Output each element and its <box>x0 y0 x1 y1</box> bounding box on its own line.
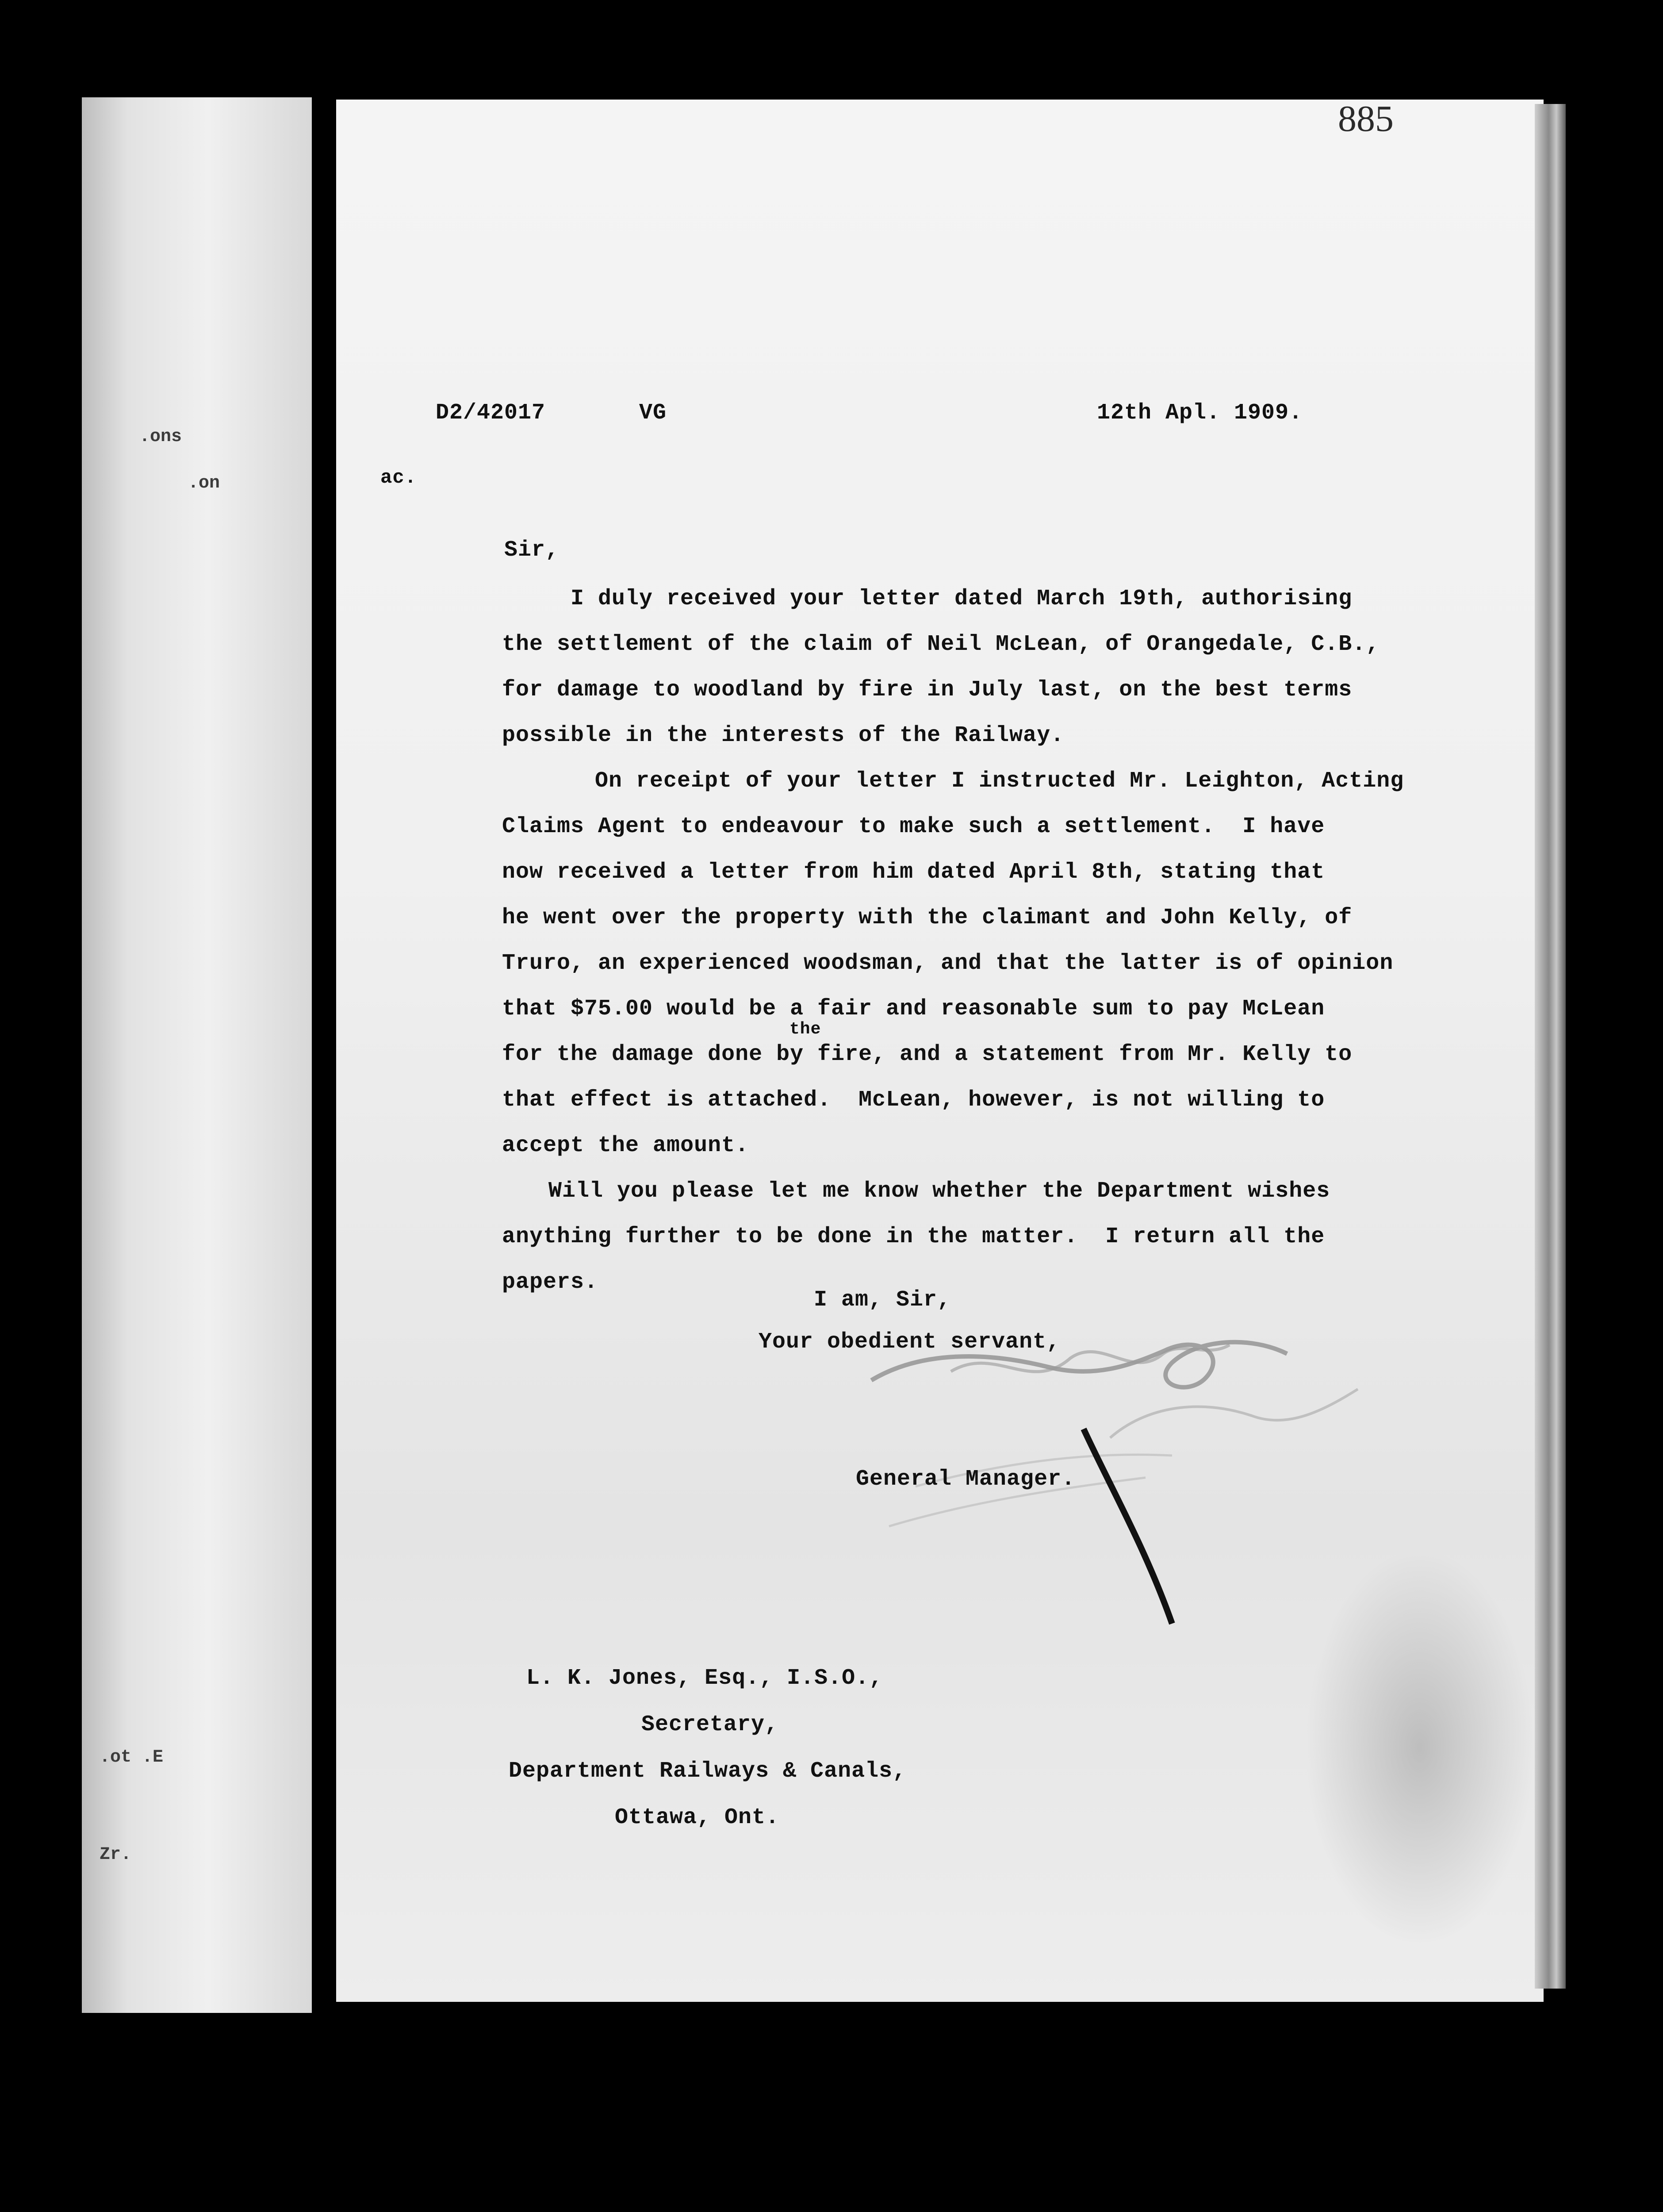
body-line: Truro, an experienced woodsman, and that the latter is of opinion <box>502 951 1394 976</box>
body-line: anything further to be done in the matter. I return all the <box>502 1224 1325 1249</box>
adjacent-page-strip <box>82 97 312 2013</box>
strip-fragment: .on <box>188 473 220 493</box>
recipient-line: Ottawa, Ont. <box>615 1805 780 1830</box>
letter-date: 12th Apl. 1909. <box>1097 400 1303 426</box>
signer-title: General Manager. <box>856 1467 1076 1492</box>
body-line: possible in the interests of the Railway. <box>502 723 1065 748</box>
body-line: that effect is attached. McLean, however, is not willing to <box>502 1087 1325 1113</box>
body-line: Claims Agent to endeavour to make such a settlement. I have <box>502 814 1325 839</box>
body-line: that $75.00 would be a fair and reasonable sum to pay McLean <box>502 996 1325 1022</box>
closing-line: I am, Sir, <box>814 1287 951 1313</box>
body-line: he went over the property with the claimant and John Kelly, of <box>502 905 1353 930</box>
strip-fragment: Zr. <box>100 1845 132 1865</box>
recipient-line: L. K. Jones, Esq., I.S.O., <box>526 1666 883 1691</box>
body-line: now received a letter from him dated April 8th, stating that <box>502 860 1325 885</box>
page-stack-edge <box>1535 104 1566 1989</box>
body-line: On receipt of your letter I instructed Mr. Leighton, Acting <box>595 768 1404 794</box>
recipient-line: Secretary, <box>641 1712 779 1737</box>
margin-fragment: ac. <box>380 467 417 489</box>
recipient-line: Department Railways & Canals, <box>509 1759 907 1784</box>
body-line: Will you please let me know whether the Department wishes <box>548 1179 1330 1204</box>
strip-fragment: .ons <box>139 427 182 447</box>
salutation: Sir, <box>504 538 559 563</box>
body-line: for the damage done by fire, and a statement from Mr. Kelly to <box>502 1042 1353 1067</box>
body-line: papers. <box>502 1270 598 1295</box>
file-reference: D2/42017 <box>436 400 546 426</box>
closing-line: Your obedient servant, <box>759 1329 1061 1355</box>
body-line: for damage to woodland by fire in July last, on the best terms <box>502 677 1353 703</box>
page-number: 885 <box>1338 98 1394 139</box>
typist-initials: VG <box>639 400 667 426</box>
body-line: the settlement of the claim of Neil McLean, of Orangedale, C.B., <box>502 632 1380 657</box>
interlinear-insert: the <box>789 1020 821 1039</box>
body-line: accept the amount. <box>502 1133 749 1158</box>
strip-fragment: .ot .E <box>100 1747 164 1767</box>
body-line: I duly received your letter dated March 19th, authorising <box>571 586 1353 611</box>
